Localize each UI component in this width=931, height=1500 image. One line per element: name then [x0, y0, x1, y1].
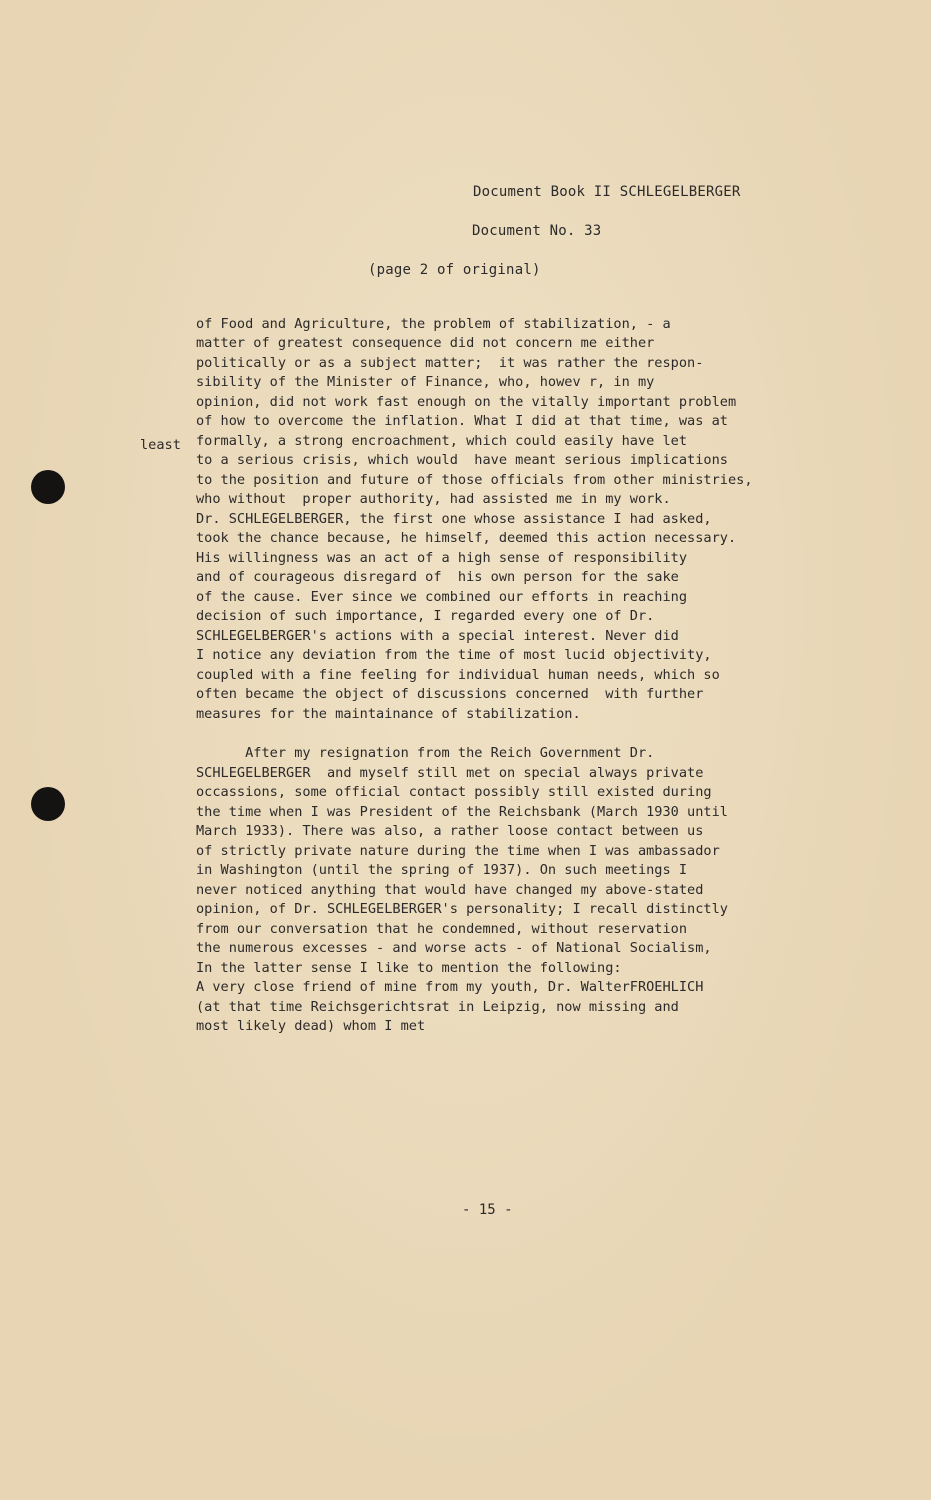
document-number: Document No. 33	[472, 223, 602, 239]
body-line: In the latter sense I like to mention the following:	[196, 960, 622, 976]
body-line: I notice any deviation from the time of most lucid objectivity,	[196, 647, 712, 663]
body-line: decision of such importance, I regarded every one of Dr.	[196, 608, 655, 624]
body-line: in Washington (until the spring of 1937). On such meetings I	[196, 862, 688, 878]
body-line: and of courageous disregard of his own person for the sake	[196, 569, 679, 585]
body-line: coupled with a fine feeling for individual human needs, which so	[196, 667, 720, 683]
body-line: A very close friend of mine from my youth, Dr. WalterFROEHLICH	[196, 979, 704, 995]
body-line: often became the object of discussions concerned with further	[196, 686, 704, 702]
body-line: from our conversation that he condemned, without reservation	[196, 921, 688, 937]
body-line: of strictly private nature during the time when I was ambassador	[196, 843, 720, 859]
body-line: matter of greatest consequence did not concern me either	[196, 335, 655, 351]
body-line: most likely dead) whom I met	[196, 1018, 426, 1034]
body-line: (at that time Reichsgerichtsrat in Leipzig, now missing and	[196, 999, 679, 1015]
body-line: of how to overcome the inflation. What I did at that time, was at	[196, 413, 728, 429]
body-line: measures for the maintainance of stabilization.	[196, 706, 581, 722]
body-line: His willingness was an act of a high sense of responsibility	[196, 550, 688, 566]
body-line: who without proper authority, had assisted me in my work.	[196, 491, 671, 507]
punch-hole-upper	[31, 470, 65, 504]
body-line: formally, a strong encroachment, which could easily have let	[196, 433, 688, 449]
body-line: sibility of the Minister of Finance, who, howev r, in my	[196, 374, 655, 390]
original-page-reference: (page 2 of original)	[368, 262, 541, 278]
body-line: of the cause. Ever since we combined our efforts in reaching	[196, 589, 688, 605]
punch-hole-lower	[31, 787, 65, 821]
page-number: - 15 -	[462, 1202, 513, 1218]
body-line: opinion, did not work fast enough on the vitally important problem	[196, 394, 737, 410]
body-line: March 1933). There was also, a rather loose contact between us	[196, 823, 704, 839]
body-line: SCHLEGELBERGER's actions with a special interest. Never did	[196, 628, 679, 644]
body-line: SCHLEGELBERGER and myself still met on special always private	[196, 765, 704, 781]
margin-note: least	[140, 437, 181, 453]
body-line: After my resignation from the Reich Government Dr.	[196, 745, 655, 761]
body-line: to the position and future of those officials from other ministries,	[196, 472, 753, 488]
body-line: took the chance because, he himself, deemed this action necessary.	[196, 530, 737, 546]
body-line: occassions, some official contact possibly still existed during	[196, 784, 712, 800]
body-line: to a serious crisis, which would have meant serious implications	[196, 452, 728, 468]
body-line: politically or as a subject matter; it was rather the respon-	[196, 355, 704, 371]
body-line: the numerous excesses - and worse acts - of National Socialism,	[196, 940, 712, 956]
body-line: of Food and Agriculture, the problem of stabilization, - a	[196, 316, 671, 332]
body-line: Dr. SCHLEGELBERGER, the first one whose assistance I had asked,	[196, 511, 712, 527]
document-book-title: Document Book II SCHLEGELBERGER	[473, 184, 741, 200]
body-line: never noticed anything that would have changed my above-stated	[196, 882, 704, 898]
body-line: the time when I was President of the Reichsbank (March 1930 until	[196, 804, 728, 820]
body-line: opinion, of Dr. SCHLEGELBERGER's personality; I recall distinctly	[196, 901, 728, 917]
